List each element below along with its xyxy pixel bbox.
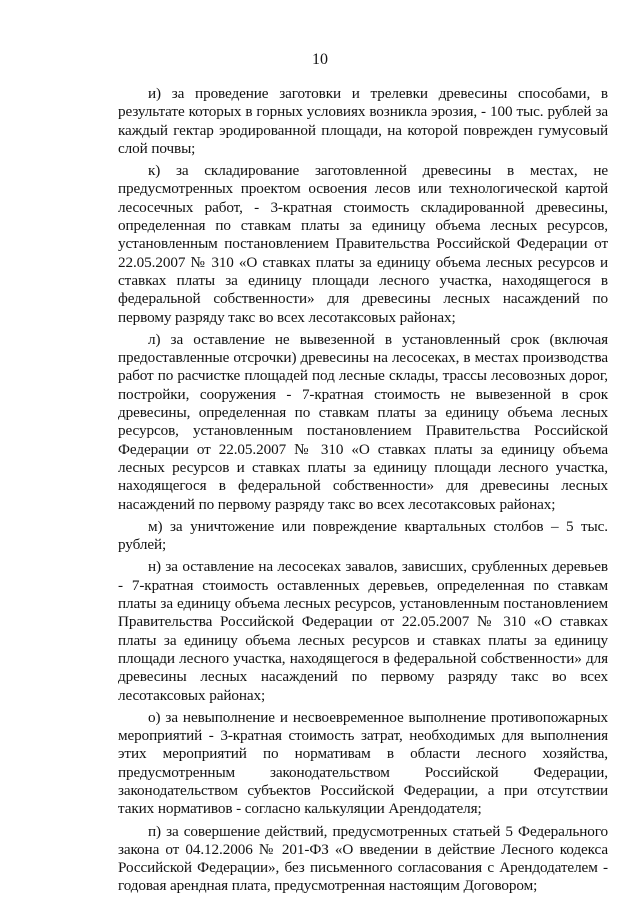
paragraph-m: м) за уничтожение или повреждение квартальных столбов – 5 тыс. рублей; — [118, 517, 608, 554]
document-body — [118, 85, 608, 896]
paragraph-n: н) за оставление на лесосеках завалов, зависших, срубленных деревьев - 7-кратная стоимость оставленных деревьев, определенная по ставкам платы за единицу объема лесных ресурсов, установленным постановлением Правительства Российской Федерации от 22.05.2007 № 310 «О ставках платы за единицу объема лесных ресурсов и ставках платы за единицу площади лесного участка, находящегося в федеральной собственности» для древесины лесных насаждений по первому разряду такс во всех лесотаксовых районах; — [118, 558, 608, 704]
paragraph-o: о) за невыполнение и несвоевременное выполнение противопожарных мероприятий - 3-кратная стоимость затрат, необходимых для выполнения этих мероприятий по нормативам в области лесного хозяйства, предусмотренным законодательством Российской Федерации, законодательством субъектов Российской Федерации, а при отсутствии таких нормативов - согласно калькуляции Арендодателя; — [118, 708, 608, 818]
paragraph-l: л) за оставление не вывезенной в установленный срок (включая предоставленные отсрочки) древесины на лесосеках, в местах производства работ по расчистке площадей под лесные склады, трассы лесовозных дорог, постройки, сооружения - 7-кратная стоимость не вывезенной в срок древесины, определенная по ставкам платы за единицу объема лесных ресурсов, установленным постановлением Правительства Российской Федерации от 22.05.2007 № 310 «О ставках платы за единицу объема лесных ресурсов и ставках платы за единицу площади лесного участка, находящегося в федеральной собственности» для древесины лесных насаждений по первому разряду такс во всех лесотаксовых районах; — [118, 330, 608, 513]
page-number: 10 — [312, 51, 328, 68]
paragraph-p: п) за совершение действий, предусмотренных статьей 5 Федерального закона от 04.12.2006 № 201-ФЗ «О введении в действие Лесного кодекса Российской Федерации», без письменного согласования с Арендодателем - годовая арендная плата, предусмотренная настоящим Договором; — [118, 822, 608, 895]
paragraph-k: к) за складирование заготовленной древесины в местах, не предусмотренных проектом освоения лесов или технологической картой лесосечных работ, - 3-кратная стоимость складированной древесины, определенная по ставкам платы за единицу объема лесных ресурсов, установленным постановлением Правительства Российской Федерации от 22.05.2007 № 310 «О ставках платы за единицу объема лесных ресурсов и ставках платы за единицу площади лесного участка, находящегося в федеральной собственности» для древесины лесных насаждений по первому разряду такс во всех лесотаксовых районах; — [118, 162, 608, 326]
paragraph-i: и) за проведение заготовки и трелевки древесины способами, в результате которых в горных условиях возникла эрозия, - 100 тыс. рублей за каждый гектар эродированной площади, на которой поврежден гумусовый слой почвы; — [118, 85, 608, 157]
